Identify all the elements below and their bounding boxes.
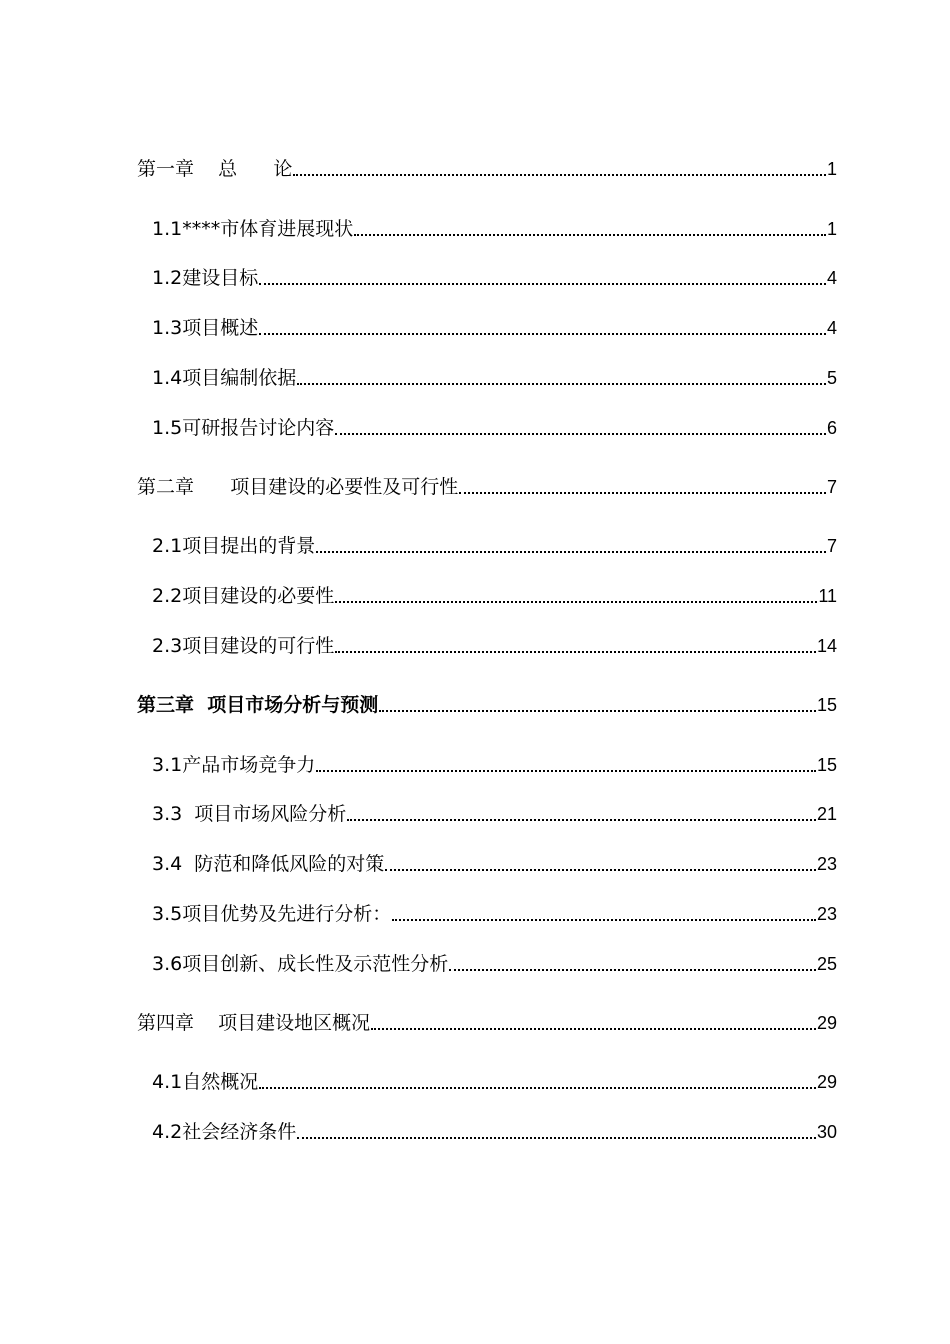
toc-entry-page: 11: [818, 586, 837, 606]
toc-entry-page: 7: [826, 477, 837, 497]
toc-entry-4-2[interactable]: [152, 1118, 837, 1146]
toc-entry-page: 14: [816, 636, 837, 656]
toc-entry-title: 2.1项目提出的背景: [152, 535, 316, 557]
dot-leader: [293, 174, 826, 176]
toc-entry-1-3[interactable]: [152, 314, 837, 342]
toc-entry-page: 15: [816, 695, 837, 715]
toc-entry-title: 3.6项目创新、成长性及示范性分析: [152, 953, 449, 975]
toc-entry-3-1[interactable]: [152, 751, 837, 779]
dot-leader: [449, 969, 816, 971]
toc-entry-2-2[interactable]: [152, 582, 837, 610]
dot-leader: [259, 1087, 816, 1089]
dot-leader: [335, 433, 826, 435]
toc-entry-1-2[interactable]: [152, 264, 837, 292]
toc-entry-page: 23: [816, 854, 837, 874]
toc-entry-title: 1.1****市体育进展现状: [152, 218, 354, 240]
toc-entry-page: 1: [826, 159, 837, 179]
dot-leader: [347, 819, 816, 821]
toc-entry-page: 25: [816, 954, 837, 974]
toc-entry-page: 23: [816, 904, 837, 924]
toc-entry-title: 4.2社会经济条件: [152, 1121, 297, 1143]
toc-entry-title: 3.4 防范和降低风险的对策: [152, 853, 385, 875]
toc-entry-title: 3.1产品市场竞争力: [152, 754, 316, 776]
dot-leader: [379, 710, 816, 712]
toc-entry-chapter-1[interactable]: [137, 155, 837, 183]
toc-entry-page: 6: [826, 418, 837, 438]
toc-entry-3-4[interactable]: [152, 850, 837, 878]
dot-leader: [316, 551, 826, 553]
toc-entry-title: 1.4项目编制依据: [152, 367, 297, 389]
dot-leader: [371, 1028, 816, 1030]
toc-entry-title: 第一章 总 论: [137, 158, 293, 180]
toc-entry-3-6[interactable]: [152, 950, 837, 978]
toc-entry-3-3[interactable]: [152, 800, 837, 828]
toc-entry-page: 21: [816, 804, 837, 824]
dot-leader: [297, 383, 826, 385]
toc-entry-title: 3.5项目优势及先进行分析：: [152, 903, 392, 925]
toc-entry-page: 4: [826, 268, 837, 288]
toc-entry-title: 3.3 项目市场风险分析: [152, 803, 347, 825]
toc-entry-title: 第三章 项目市场分析与预测: [137, 694, 379, 716]
dot-leader: [316, 770, 816, 772]
toc-entry-1-5[interactable]: [152, 414, 837, 442]
toc-entry-page: 7: [826, 536, 837, 556]
toc-entry-chapter-3[interactable]: [137, 691, 837, 719]
toc-entry-1-1[interactable]: [152, 215, 837, 243]
toc-entry-title: 1.5可研报告讨论内容: [152, 417, 335, 439]
toc-entry-page: 15: [816, 755, 837, 775]
toc-entry-chapter-4[interactable]: [137, 1009, 837, 1037]
toc-entry-title: 第二章 项目建设的必要性及可行性: [137, 476, 459, 498]
toc-entry-page: 1: [826, 219, 837, 239]
toc-entry-1-4[interactable]: [152, 364, 837, 392]
toc-entry-page: 29: [816, 1013, 837, 1033]
toc-entry-title: 4.1自然概况: [152, 1071, 259, 1093]
toc-entry-title: 2.2项目建设的必要性: [152, 585, 335, 607]
dot-leader: [259, 333, 826, 335]
toc-entry-title: 1.2建设目标: [152, 267, 259, 289]
dot-leader: [385, 869, 816, 871]
toc-entry-3-5[interactable]: [152, 900, 837, 928]
toc-entry-2-1[interactable]: [152, 532, 837, 560]
toc-entry-page: 29: [816, 1072, 837, 1092]
toc-entry-page: 4: [826, 318, 837, 338]
toc-entry-title: 第四章 项目建设地区概况: [137, 1012, 371, 1034]
toc-entry-page: 30: [816, 1122, 837, 1142]
toc-entry-title: 1.3项目概述: [152, 317, 259, 339]
dot-leader: [392, 919, 816, 921]
dot-leader: [335, 651, 816, 653]
toc-entry-2-3[interactable]: [152, 632, 837, 660]
dot-leader: [297, 1137, 816, 1139]
dot-leader: [459, 492, 826, 494]
dot-leader: [354, 234, 826, 236]
toc-entry-title: 2.3项目建设的可行性: [152, 635, 335, 657]
toc-entry-4-1[interactable]: [152, 1068, 837, 1096]
toc-entry-page: 5: [826, 368, 837, 388]
dot-leader: [259, 283, 826, 285]
toc-entry-chapter-2[interactable]: [137, 473, 837, 501]
dot-leader: [335, 601, 817, 603]
